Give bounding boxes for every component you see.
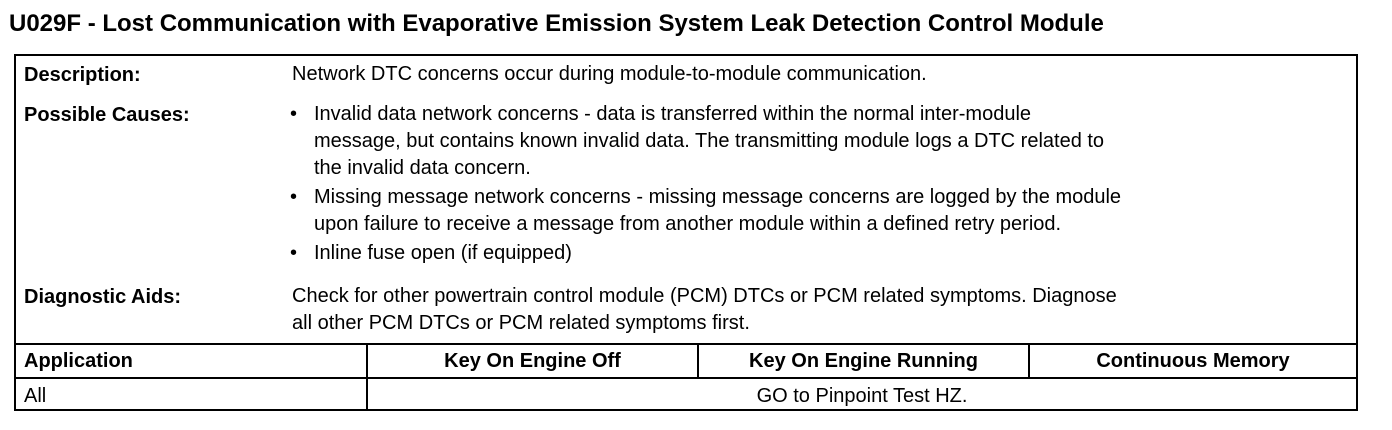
- dtc-info-box: [14, 54, 1358, 411]
- table-top-divider: [16, 343, 1356, 345]
- description-label: Description:: [24, 64, 141, 86]
- diagnostic-aids-line-1: Check for other powertrain control module (PCM) DTCs or PCM related symptoms. Diagnose: [292, 285, 1117, 307]
- diagnostic-aids-label: Diagnostic Aids:: [24, 286, 182, 308]
- bullet-icon: •: [290, 242, 298, 264]
- cause-3-line-1: Inline fuse open (if equipped): [314, 242, 572, 264]
- header-key-on-engine-running: Key On Engine Running: [749, 350, 978, 372]
- header-key-on-engine-off: Key On Engine Off: [444, 350, 621, 372]
- cause-2-line-1: Missing message network concerns - missing message concerns are logged by the module: [314, 186, 1122, 208]
- bullet-icon: •: [290, 186, 298, 208]
- cause-1-line-2: message, but contains known invalid data. The transmitting module logs a DTC related to: [314, 130, 1105, 152]
- cause-1-line-1: Invalid data network concerns - data is transferred within the normal inter-module: [314, 103, 1032, 125]
- cause-1-line-3: the invalid data concern.: [314, 157, 531, 179]
- page-title: U029F - Lost Communication with Evaporative Emission System Leak Detection Control Module: [9, 10, 1104, 37]
- diagnostic-aids-line-2: all other PCM DTCs or PCM related symptoms first.: [292, 312, 750, 334]
- possible-causes-label: Possible Causes:: [24, 104, 190, 126]
- description-text: Network DTC concerns occur during module-to-module communication.: [292, 63, 927, 85]
- cause-2-line-2: upon failure to receive a message from another module within a defined retry period.: [314, 213, 1062, 235]
- cell-pinpoint-test-action: GO to Pinpoint Test HZ.: [756, 385, 968, 407]
- bullet-icon: •: [290, 103, 298, 125]
- header-continuous-memory: Continuous Memory: [1096, 350, 1290, 372]
- cell-application: All: [24, 385, 47, 407]
- header-application: Application: [24, 350, 133, 372]
- table-header-divider: [16, 377, 1356, 379]
